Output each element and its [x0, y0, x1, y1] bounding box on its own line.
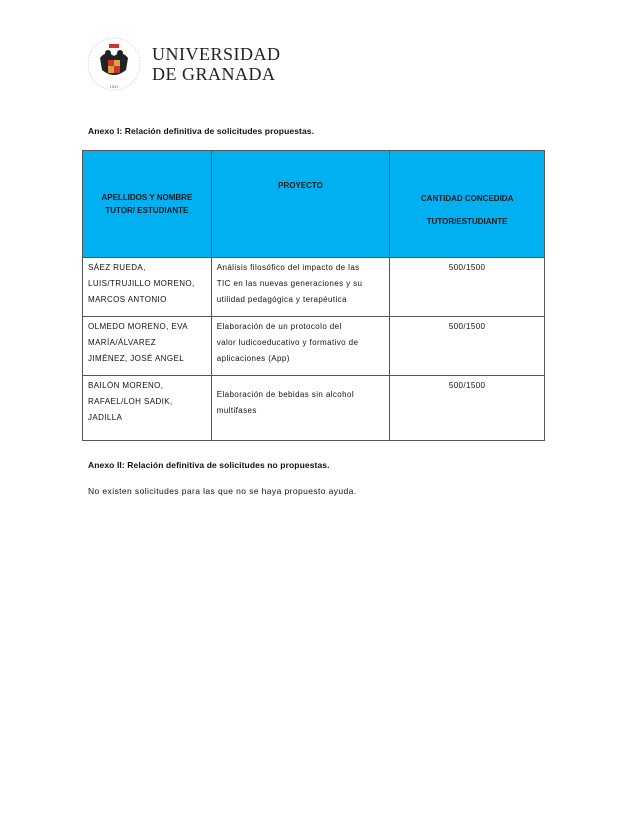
cell-names: SÁEZ RUEDA, LUIS/TRUJILLO MORENO, MARCOS ANTONIO — [83, 258, 212, 317]
logo-line-2: DE GRANADA — [152, 64, 276, 84]
cell-project: Elaboración de bebidas sin alcohol multifases — [211, 376, 390, 441]
column-header-names: APELLIDOS Y NOMBRE TUTOR/ ESTUDIANTE — [83, 151, 212, 258]
logo-line-1: UNIVERSIDAD — [152, 44, 281, 64]
university-seal-icon — [86, 36, 142, 92]
cell-project: Análisis filosófico del impacto de las TIC en las nuevas generaciones y su utilidad pedagógica y terapéutica — [211, 258, 390, 317]
table-row — [83, 317, 545, 376]
annex-2-text: No existen solicitudes para las que no se haya propuesto ayuda. — [88, 486, 357, 496]
table-row — [83, 376, 545, 441]
annex-1-title: Anexo I: Relación definitiva de solicitudes propuestas. — [88, 126, 315, 136]
table-row — [83, 258, 545, 317]
cell-amount: 500/1500 — [390, 258, 545, 317]
column-header-amount: CANTIDAD CONCEDIDA TUTOR/ESTUDIANTE — [390, 151, 545, 258]
svg-text:1531: 1531 — [109, 84, 119, 89]
annex-2-title: Anexo II: Relación definitiva de solicitudes no propuestas. — [88, 460, 330, 470]
cell-names: OLMEDO MORENO, EVA MARÍA/ÁLVAREZ JIMÉNEZ, JOSÉ ANGEL — [83, 317, 212, 376]
cell-project: Elaboración de un protocolo del valor ludicoeducativo y formativo de aplicaciones (App) — [211, 317, 390, 376]
cell-amount: 500/1500 — [390, 376, 545, 441]
cell-names: BAILÓN MORENO, RAFAEL/LOH SADIK, JADILLA — [83, 376, 212, 441]
proposals-table — [82, 150, 545, 441]
university-logo — [86, 36, 281, 92]
column-header-project: PROYECTO — [211, 151, 390, 258]
cell-amount: 500/1500 — [390, 317, 545, 376]
table-header-row — [83, 151, 545, 258]
